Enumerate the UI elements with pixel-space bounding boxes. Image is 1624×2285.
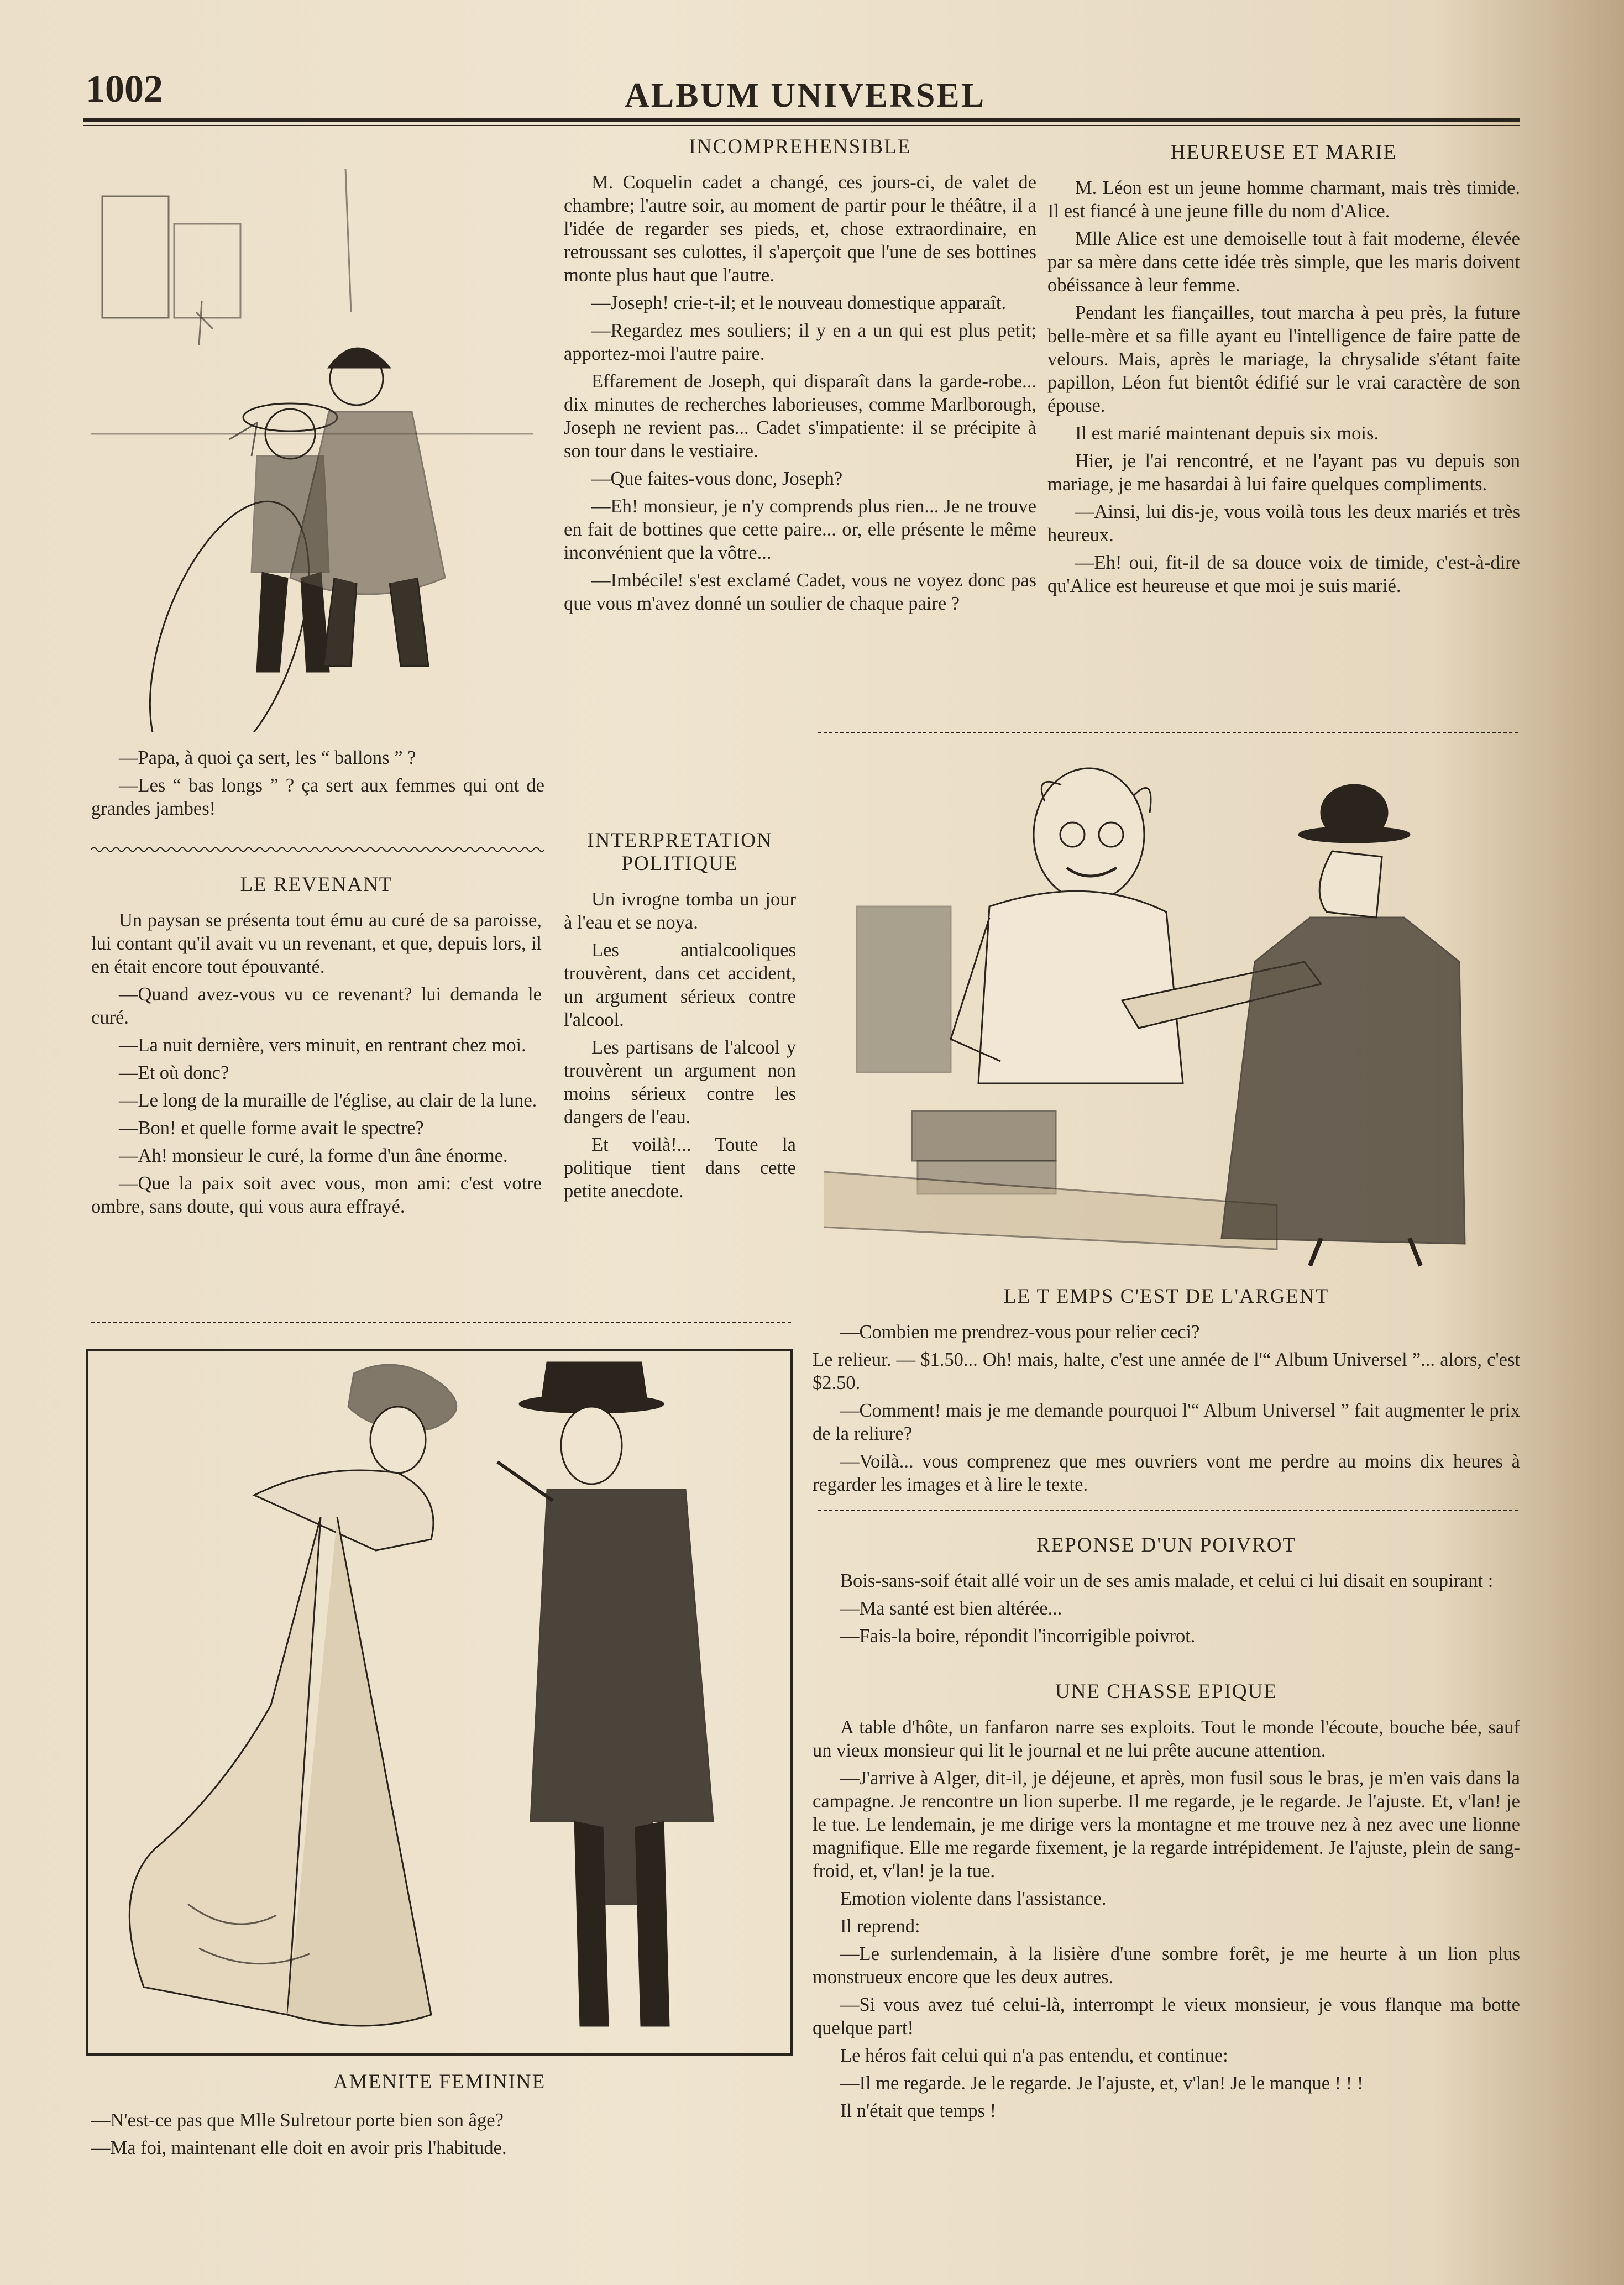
paragraph: —Regardez mes souliers; il y en a un qui est plus petit; apportez-moi l'autre paire. xyxy=(564,320,1036,364)
paragraph: —Le surlendemain, à la lisière d'une sombre forêt, je me heurte à un lion plus monstrueux encore que les deux autres. xyxy=(813,1943,1520,1988)
page-number: 1002 xyxy=(86,68,163,111)
cartoon-caption xyxy=(91,746,544,825)
paragraph: Mlle Alice est une demoiselle tout à fait moderne, élevée par sa mère dans cette idée très simple, que les maris doivent obéissance à leur femme. xyxy=(1047,228,1520,296)
article-interpretation xyxy=(564,829,796,1207)
paragraph: M. Coquelin cadet a changé, ces jours-ci, de valet de chambre; l'autre soir, au moment de partir pour le théâtre, il a l'idée de regarder ses pieds, et, chose extraordinaire, en retroussant ses culottes, il s'aperçoit que l'une de ses bottines monte plus haut que l'autre. xyxy=(564,172,1036,286)
paragraph: —Fais-la boire, répondit l'incorrigible poivrot. xyxy=(840,1626,1196,1647)
divider-wavy xyxy=(91,846,544,853)
caption-line: —N'est-ce pas que Mlle Sulretour porte bien son âge? xyxy=(91,2110,504,2131)
article-title: UNE CHASSE EPIQUE xyxy=(1055,1680,1277,1703)
paragraph: Et voilà!... Toute la politique tient dans cette petite anecdote. xyxy=(564,1134,796,1202)
paragraph: —Combien me prendrez-vous pour relier ceci? xyxy=(840,1322,1200,1343)
paragraph: A table d'hôte, un fanfaron narre ses exploits. Tout le monde l'écoute, bouche bée, sauf un vieux monsieur qui lit le journal et ne lui prête aucune attention. xyxy=(813,1717,1520,1761)
paragraph: Le relieur. — $1.50... Oh! mais, halte, c'est une année de l'“ Album Universel ”... alors, c'est $2.50. xyxy=(813,1349,1520,1393)
paragraph: —Il me regarde. Je le regarde. Je l'ajuste, et, v'lan! Je le manque ! ! ! xyxy=(840,2073,1364,2094)
paragraph: —Quand avez-vous vu ce revenant? lui demanda le curé. xyxy=(91,984,542,1028)
caption-line: —Papa, à quoi ça sert, les “ ballons ” ? xyxy=(119,747,416,768)
paragraph: Bois-sans-soif était allé voir un de ses amis malade, et celui ci lui disait en soupirant : xyxy=(840,1570,1494,1591)
caption-line: —Ma foi, maintenant elle doit en avoir pris l'habitude. xyxy=(91,2137,507,2158)
divider-wavy xyxy=(818,729,1520,736)
amenite-title: AMENITE FEMININE xyxy=(333,2071,546,2093)
paragraph: Il reprend: xyxy=(840,1916,920,1937)
paragraph: —Eh! monsieur, je n'y comprends plus rien... Je ne trouve en fait de bottines que cette paire... or, elle présente le même inconvénient que la vôtre... xyxy=(564,496,1036,563)
paragraph: —La nuit dernière, vers minuit, en rentrant chez moi. xyxy=(119,1035,526,1056)
paragraph: Hier, je l'ai rencontré, et ne l'ayant pas vu depuis son mariage, je me hasardai à lui faire quelques compliments. xyxy=(1047,450,1520,495)
article-chasse xyxy=(813,1680,1520,2127)
article-title: LE REVENANT xyxy=(240,873,393,896)
paragraph: —Si vous avez tué celui-là, interrompt le vieux monsieur, je vous flanque ma botte quelque part! xyxy=(813,1994,1520,2038)
paragraph: —Ah! monsieur le curé, la forme d'un âne énorme. xyxy=(119,1145,508,1166)
article-revenant xyxy=(91,873,542,1223)
paragraph: Il n'était que temps ! xyxy=(840,2100,997,2121)
paragraph: —Ma santé est bien altérée... xyxy=(840,1598,1062,1619)
paragraph: —Et où donc? xyxy=(119,1062,229,1083)
article-title: INTERPRETATION POLITIQUE xyxy=(587,829,773,875)
paragraph: —Que faites-vous donc, Joseph? xyxy=(591,468,843,489)
article-title: LE T EMPS C'EST DE L'ARGENT xyxy=(1003,1285,1329,1308)
header-rule xyxy=(83,118,1520,122)
article-title: INCOMPREHENSIBLE xyxy=(689,135,911,158)
paragraph: —Voilà... vous comprenez que mes ouvriers vont me perdre au moins dix heures à regarder les images et à lire le texte. xyxy=(813,1451,1520,1495)
paragraph: Les antialcooliques trouvèrent, dans cet accident, un argument sérieux contre l'alcool. xyxy=(564,940,796,1030)
paragraph: —Le long de la muraille de l'église, au clair de la lune. xyxy=(119,1090,537,1111)
article-incomprehensible xyxy=(564,135,1036,620)
paragraph: Les partisans de l'alcool y trouvèrent un argument non moins sérieux contre les dangers de l'eau. xyxy=(564,1037,796,1128)
publication-title: ALBUM UNIVERSEL xyxy=(625,77,986,114)
paragraph: Emotion violente dans l'assistance. xyxy=(840,1888,1107,1909)
paragraph: M. Léon est un jeune homme charmant, mais très timide. Il est fiancé à une jeune fille du nom d'Alice. xyxy=(1047,177,1520,222)
article-reponse xyxy=(813,1534,1520,1652)
header-rule-thin xyxy=(83,125,1520,126)
paragraph: —Joseph! crie-t-il; et le nouveau domestique apparaît. xyxy=(591,292,1007,313)
paragraph: —Imbécile! s'est exclamé Cadet, vous ne voyez donc pas que vous m'avez donné un soulier de chaque paire ? xyxy=(564,570,1036,614)
article-title: REPONSE D'UN POIVROT xyxy=(1036,1534,1297,1556)
paragraph: —Bon! et quelle forme avait le spectre? xyxy=(119,1118,424,1139)
illustration-bookbinder xyxy=(824,752,1503,1271)
article-temps xyxy=(813,1285,1520,1501)
divider-wavy xyxy=(818,1506,1520,1514)
paragraph: —Eh! oui, fit-il de sa douce voix de timide, c'est-à-dire qu'Alice est heureuse et que moi je suis marié. xyxy=(1047,552,1520,596)
paragraph: Un ivrogne tomba un jour à l'eau et se noya. xyxy=(564,889,796,933)
paragraph: Pendant les fiançailles, tout marcha à peu près, la future belle-mère et sa fille ayant eu l'intelligence de faire patte de velours. Mais, après le mariage, la chrysalide s'étant faite papillon, Léon fut bientôt édifié sur le vrai caractère de son épouse. xyxy=(1047,302,1520,416)
paragraph: —Comment! mais je me demande pourquoi l'“ Album Universel ” fait augmenter le prix de la reliure? xyxy=(813,1400,1520,1444)
paragraph: —J'arrive à Alger, dit-il, je déjeune, et après, mon fusil sous le bras, je m'en vais dans la campagne. Je rencontre un lion superbe. Il me regarde, je le regarde. Je l'ajuste. Et, v'lan! je le tue. Le lendemain, je me dirige vers la montagne et me trouve nez à nez avec une lionne magnifique. Elle me regarde fixement, je la regarde intrépidement. Je l'ajuste, plein de sang-froid, et, v'lan! je la tue. xyxy=(813,1768,1520,1882)
paragraph: Un paysan se présenta tout ému au curé de sa paroisse, lui contant qu'il avait vu un revenant, et que, depuis lors, il en était encore tout épouvanté. xyxy=(91,910,542,977)
paragraph: —Que la paix soit avec vous, mon ami: c'est votre ombre, sans doute, qui vous aura effrayé. xyxy=(91,1173,542,1217)
illustration-boy-hoop xyxy=(91,146,533,732)
amenite-caption xyxy=(91,2109,793,2164)
paragraph: Effarement de Joseph, qui disparaît dans la garde-robe... dix minutes de recherches laborieuses, comme Marlborough, Joseph ne revient pas... Cadet s'impatiente: il se précipite à son tour dans le vestiaire. xyxy=(564,371,1036,462)
paragraph: Il est marié maintenant depuis six mois. xyxy=(1075,423,1379,444)
illustration-couple xyxy=(86,1349,793,2056)
caption-line: —Les “ bas longs ” ? ça sert aux femmes qui ont de grandes jambes! xyxy=(91,775,544,819)
paragraph: —Ainsi, lui dis-je, vous voilà tous les deux mariés et très heureux. xyxy=(1047,501,1520,546)
paragraph: Le héros fait celui qui n'a pas entendu, et continue: xyxy=(840,2045,1228,2066)
divider-wavy xyxy=(91,1318,793,1326)
article-heureuse xyxy=(1047,141,1520,602)
article-title: HEUREUSE ET MARIE xyxy=(1170,141,1397,164)
